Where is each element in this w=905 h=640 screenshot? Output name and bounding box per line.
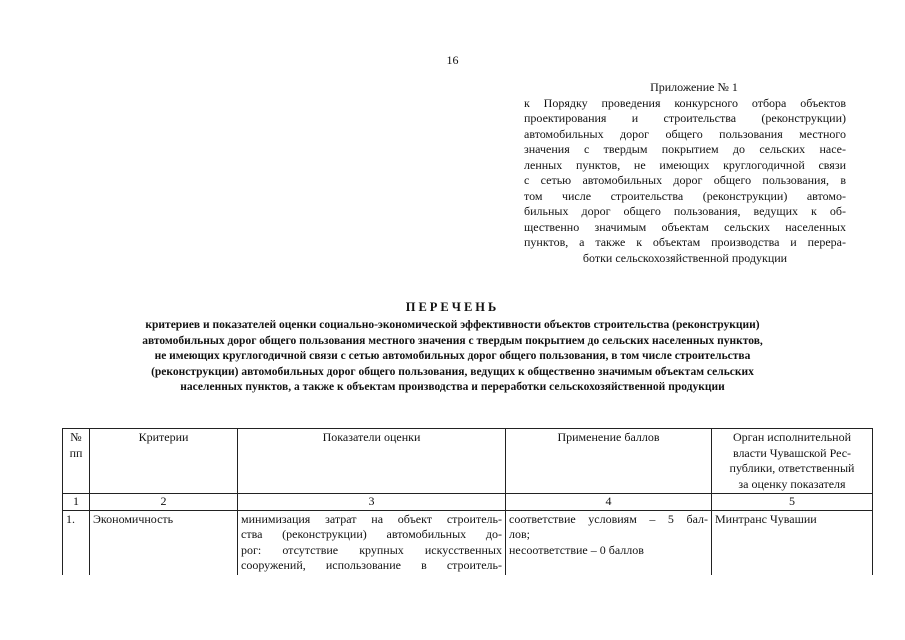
table-row	[63, 510, 873, 575]
column-number: 3	[238, 494, 506, 511]
header-num-line: пп	[69, 445, 83, 460]
appendix-line: щественно значимым объектам сельских населенных	[524, 219, 846, 234]
score-line: соответствие условиям – 5 бал-	[509, 511, 708, 526]
header-indicators: Показатели оценки	[238, 429, 506, 494]
header-num	[63, 429, 90, 494]
appendix-line: том числе строительства (реконструкции) автомо-	[524, 188, 846, 203]
page-number: 16	[446, 53, 459, 67]
appendix-line: пунктов, а также к объектам производства и перера-	[524, 235, 846, 249]
indicator-line: сооружений, использование в строитель-	[241, 558, 502, 572]
score-line: несоответствие – 0 баллов	[509, 542, 644, 557]
score-line: лов;	[509, 527, 530, 541]
header-criteria: Критерии	[90, 429, 238, 494]
appendix-line: к Порядку проведения конкурсного отбора объектов	[524, 95, 846, 110]
list-heading: ПЕРЕЧЕНЬ	[405, 300, 500, 314]
row-indicators	[238, 510, 506, 575]
row-scores	[506, 510, 712, 575]
appendix-block	[524, 80, 846, 266]
appendix-line: ботки сельскохозяйственной продукции	[582, 250, 788, 265]
column-number: 5	[712, 494, 873, 511]
appendix-line: проектирования и строительства (реконструкции)	[524, 111, 846, 125]
column-number: 1	[63, 494, 90, 511]
header-scores: Применение баллов	[506, 429, 712, 494]
list-subtitle-line: (реконструкции) автомобильных дорог общего пользования, ведущих к общественно значимым объектам сельских	[151, 365, 754, 378]
appendix-title: Приложение № 1	[650, 80, 738, 94]
criteria-table	[62, 428, 873, 575]
header-authority-line: публики, ответственный	[729, 461, 855, 475]
column-number-row	[63, 494, 873, 511]
header-authority	[712, 429, 873, 494]
appendix-line: с сетью автомобильных дорог общего пользования, в	[524, 173, 846, 187]
list-subtitle-line: автомобильных дорог общего пользования местного значения с твердым покрытием до сельских населенных пунктов,	[142, 334, 763, 347]
row-num: 1.	[63, 510, 90, 575]
indicator-line: ства (реконструкции) автомобильных до-	[241, 527, 502, 541]
list-subtitle-line: населенных пунктов, а также к объектам производства и переработки сельскохозяйственной продукции	[180, 381, 725, 394]
appendix-line: значения с твердым покрытием до сельских насе-	[524, 142, 846, 156]
indicator-line: рог: отсутствие крупных искусственных	[241, 542, 502, 557]
list-subtitle	[60, 318, 845, 396]
table-header-row	[63, 429, 873, 494]
appendix-line: бильных дорог общего пользования, ведущих к об-	[524, 204, 846, 218]
appendix-line: ленных пунктов, не имеющих круглогодичной связи	[524, 157, 846, 172]
column-number: 2	[90, 494, 238, 511]
list-subtitle-line: не имеющих круглогодичной связи с сетью автомобильных дорог общего пользования, в том числе строительства	[154, 350, 751, 363]
header-authority-line: власти Чувашской Рес-	[732, 445, 852, 460]
list-subtitle-line: критериев и показателей оценки социально-экономической эффективности объектов строительства (реконструкции)	[145, 319, 760, 331]
header-authority-line: за оценку показателя	[738, 476, 846, 491]
row-authority: Минтранс Чувашии	[712, 510, 873, 575]
row-criteria: Экономичность	[90, 510, 238, 575]
appendix-line: автомобильных дорог общего пользования местного	[524, 126, 846, 141]
column-number: 4	[506, 494, 712, 511]
header-authority-line: Орган исполнительной	[732, 430, 852, 444]
indicator-line: минимизация затрат на объект строитель-	[241, 511, 502, 526]
header-num-line: №	[70, 430, 82, 444]
